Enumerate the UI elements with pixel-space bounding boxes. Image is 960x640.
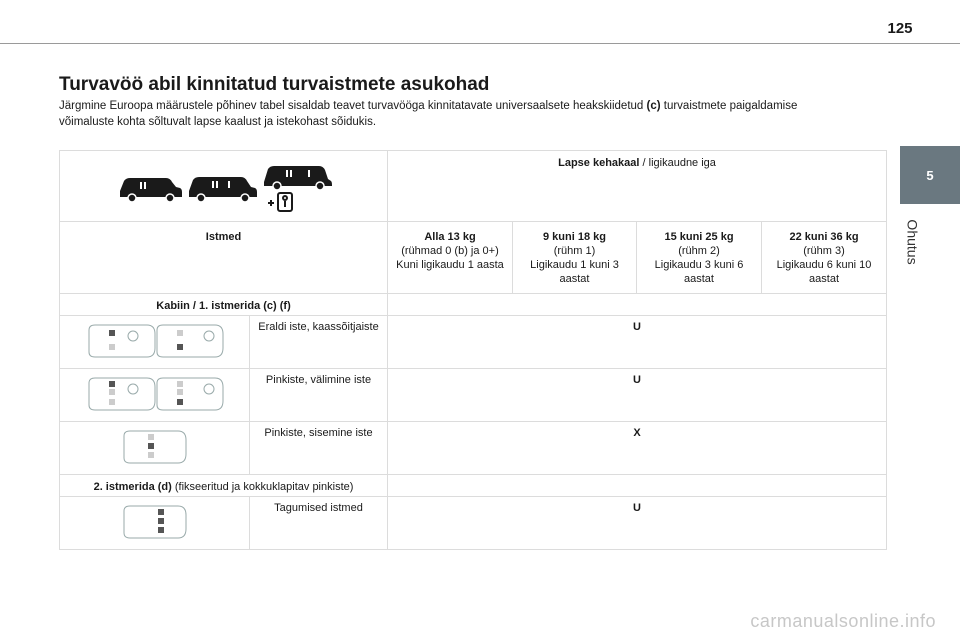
weight-class-age: Ligikaudu 1 kuni 3 aastat — [530, 259, 619, 285]
weight-class-2 — [637, 222, 762, 294]
intro-bold: (c) — [646, 100, 661, 112]
vehicle-variants-icon — [114, 157, 334, 213]
bench-outer-seat-icon — [85, 375, 225, 413]
weight-class-group: (rühm 1) — [553, 245, 596, 257]
weight-class-1 — [513, 222, 637, 294]
table-row — [60, 369, 887, 422]
intro-text-1: Järgmine Euroopa määrustele põhinev tabel sisaldab teavet turvavööga kinnitatavate universaalsete heakskiidetud — [59, 100, 647, 112]
chapter-label-text: Ohutus — [905, 219, 922, 265]
seat-value: U — [388, 497, 887, 550]
seat-value: U — [388, 369, 887, 422]
weight-class-title: 9 kuni 18 kg — [543, 231, 606, 243]
group-label-bold: 2. istmerida (d) — [93, 481, 172, 493]
chapter-tab[interactable]: 5 — [900, 146, 960, 204]
weight-class-age: Ligikaudu 3 kuni 6 aastat — [654, 259, 744, 285]
page-title: Turvavöö abil kinnitatud turvaistmete asukohad — [59, 74, 490, 95]
group-empty-cell — [388, 475, 887, 497]
seat-diagram-cell — [60, 422, 250, 475]
seat-value: X — [388, 422, 887, 475]
seat-label: Tagumised istmed — [250, 497, 388, 550]
weight-class-group: (rühmad 0 (b) ja 0+) — [401, 245, 499, 257]
top-rule — [0, 43, 960, 44]
weight-class-group: (rühm 3) — [803, 245, 845, 257]
weight-header-bold: Lapse kehakaal — [558, 157, 640, 169]
intro-paragraph — [59, 98, 849, 130]
child-seat-table — [59, 150, 887, 550]
seat-label: Eraldi iste, kaassõitjaiste — [250, 316, 388, 369]
chapter-label — [902, 212, 924, 272]
weight-class-0 — [388, 222, 513, 294]
weight-class-3 — [762, 222, 887, 294]
seat-label: Pinkiste, sisemine iste — [250, 422, 388, 475]
weight-header-rest: / ligikaudne iga — [639, 157, 716, 169]
group-row-1 — [60, 294, 887, 316]
table-row — [60, 316, 887, 369]
vehicle-icons-cell — [60, 151, 388, 222]
table-row — [60, 497, 887, 550]
rear-seats-icon — [120, 503, 190, 541]
bench-inner-seat-icon — [120, 428, 190, 466]
weight-class-row — [60, 222, 887, 294]
weight-class-title: 22 kuni 36 kg — [789, 231, 859, 243]
group-label-rest: (fikseeritud ja kokkuklapitav pinkiste) — [171, 481, 354, 493]
seat-value: U — [388, 316, 887, 369]
weight-class-age: Ligikaudu 6 kuni 10 aastat — [776, 259, 872, 285]
group-row-2 — [60, 475, 887, 497]
weight-class-title: 15 kuni 25 kg — [664, 231, 734, 243]
group-label — [60, 475, 388, 497]
weight-class-title: Alla 13 kg — [424, 231, 476, 243]
group-label — [60, 294, 388, 316]
page-number: 125 — [887, 20, 913, 37]
watermark: carmanualsonline.info — [750, 611, 936, 631]
group-empty-cell — [388, 294, 887, 316]
seat-diagram-cell — [60, 316, 250, 369]
seat-diagram-cell — [60, 497, 250, 550]
table-row — [60, 422, 887, 475]
intro-text-2: turvaistmete paigaldamise võimaluste kohta sõltuvalt lapse kaalust ja istekohast sõidukis. — [59, 100, 798, 128]
seat-label: Pinkiste, välimine iste — [250, 369, 388, 422]
child-weight-header — [388, 151, 887, 222]
front-passenger-seat-icon — [85, 322, 225, 360]
weight-class-age: Kuni ligikaudu 1 aasta — [396, 259, 504, 271]
group-label-bold: Kabiin / 1. istmerida (c) (f) — [156, 300, 291, 312]
table-header-row — [60, 151, 887, 222]
weight-class-group: (rühm 2) — [678, 245, 720, 257]
seat-diagram-cell — [60, 369, 250, 422]
seats-label: Istmed — [60, 222, 388, 294]
